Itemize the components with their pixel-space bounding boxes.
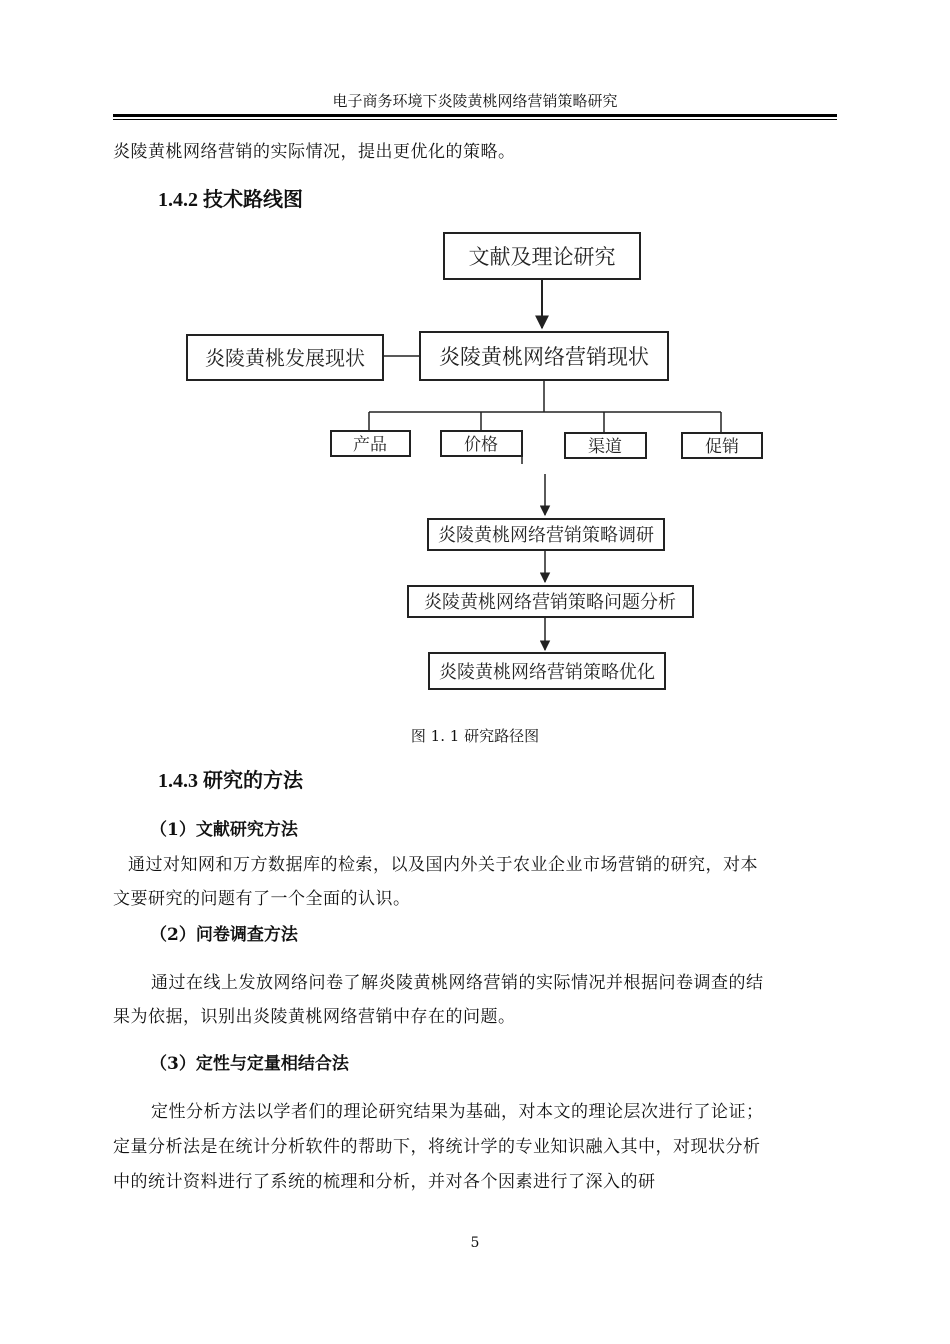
method-questionnaire-line-2: 果为依据，识别出炎陵黄桃网络营销中存在的问题。 <box>113 1007 516 1027</box>
section-heading-1-4-2: 1.4.2 技术路线图 <box>158 189 303 211</box>
label-step-problem-analysis: 炎陵黄桃网络营销策略问题分析 <box>424 592 676 613</box>
method-qq-line-2: 定量分析法是在统计分析软件的帮助下，将统计学的专业知识融入其中，对现状分析 <box>113 1137 761 1157</box>
page-number: 5 <box>470 1235 480 1251</box>
label-factor-promotion: 促销 <box>705 437 739 457</box>
intro-line: 炎陵黄桃网络营销的实际情况，提出更优化的策略。 <box>113 142 516 162</box>
label-factor-price: 价格 <box>464 435 498 455</box>
method-qq-line-1: 定性分析方法以学者们的理论研究结果为基础，对本文的理论层次进行了论证； <box>151 1102 764 1122</box>
method-title-questionnaire: （2）问卷调查方法 <box>150 925 298 945</box>
label-marketing-status: 炎陵黄桃网络营销现状 <box>439 345 649 369</box>
figure-caption: 图 1. 1 研究路径图 <box>410 727 540 745</box>
method-qq-line-3: 中的统计资料进行了系统的梳理和分析，并对各个因素进行了深入的研 <box>113 1172 656 1192</box>
section-heading-1-4-3: 1.4.3 研究的方法 <box>158 770 303 792</box>
label-step-optimization: 炎陵黄桃网络营销策略优化 <box>439 662 655 683</box>
method-title-qualitative-quantitative: （3）定性与定量相结合法 <box>150 1054 349 1074</box>
label-factor-product: 产品 <box>353 435 387 455</box>
label-factor-channel: 渠道 <box>588 437 622 457</box>
method-title-literature: （1）文献研究方法 <box>150 820 298 840</box>
method-questionnaire-line-1: 通过在线上发放网络问卷了解炎陵黄桃网络营销的实际情况并根据问卷调查的结 <box>151 973 764 993</box>
label-development-status: 炎陵黄桃发展现状 <box>205 346 365 370</box>
method-literature-line-1: 通过对知网和万方数据库的检索，以及国内外关于农业企业市场营销的研究，对本 <box>128 855 758 875</box>
label-literature-theory: 文献及理论研究 <box>468 245 616 269</box>
running-header: 电子商务环境下炎陵黄桃网络营销策略研究 <box>332 92 618 110</box>
label-step-survey: 炎陵黄桃网络营销策略调研 <box>438 525 654 546</box>
method-literature-line-2: 文要研究的问题有了一个全面的认识。 <box>113 889 411 909</box>
